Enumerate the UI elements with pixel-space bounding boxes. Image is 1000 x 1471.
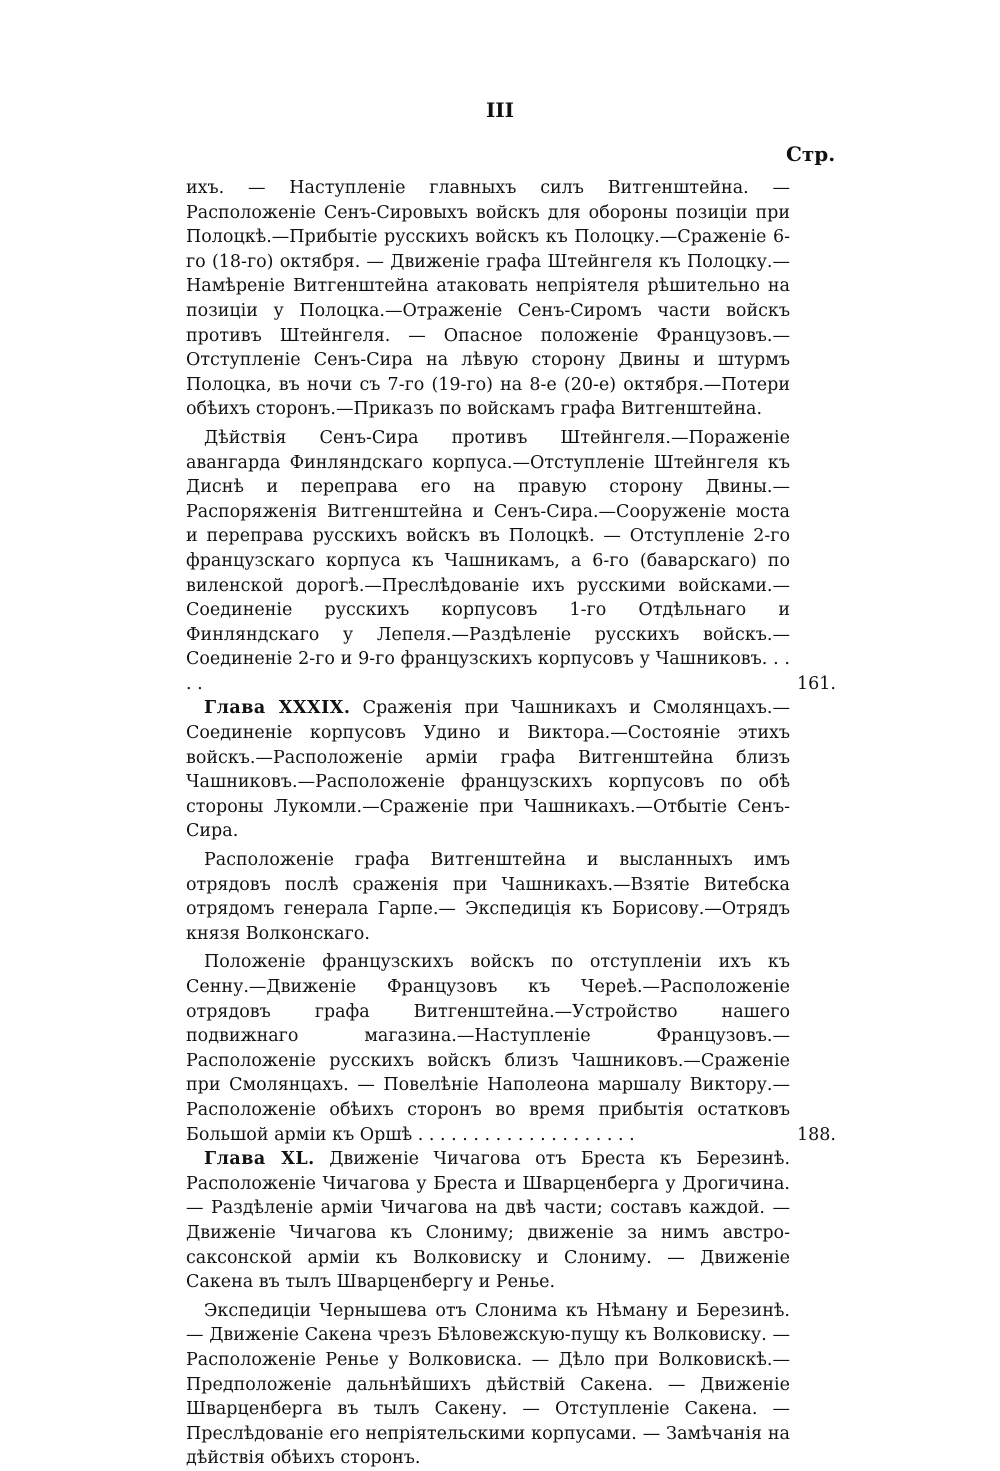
- toc-page-ref: 188.: [797, 1124, 836, 1145]
- toc-paragraph: Дѣйствія Сенъ-Сира противъ Штейнгеля.—Пораженіе авангарда Финляндскаго корпуса.—Отступленіе Штейнгеля къ Диснѣ и переправа его на правую сторону Двины.—Распоряженія Витгенштейна и Сенъ-Сира.—Сооруженіе моста и переправа русскихъ войскъ въ Полоцкѣ. — Отступленіе 2-го французскаго корпуса къ Чашникамъ, а 6-го (баварскаго) по виленской дорогѣ.—Преслѣдованіе ихъ русскими войсками.—Соединеніе русскихъ корпусовъ 1-го Отдѣльнаго и Финляндскаго у Лепеля.—Раздѣленіе русскихъ войскъ.—Соединеніе 2-го и 9-го французскихъ корпусовъ у Чашниковъ. . . . .: [186, 427, 790, 694]
- page-column-header: Стр.: [786, 142, 836, 166]
- toc-paragraph: Экспедиціи Чернышева отъ Слонима къ Нѣману и Березинѣ. — Движеніе Сакена чрезъ Бѣловежскую-пущу къ Волковиску. — Расположеніе Ренье у Волковиска. — Дѣло при Волковискѣ.—Предположеніе дальнѣйшихъ дѣйствій Сакена. — Движеніе Шварценберга въ тылъ Сакену. — Отступленіе Сакена. — Преслѣдованіе его непріятельскими корпусами. — Замѣчанія на дѣйствія обѣихъ сторонъ.: [186, 1300, 790, 1469]
- toc-paragraph: Сраженія при Чашникахъ и Смолянцахъ.—Соединеніе корпусовъ Удино и Виктора.—Состояніе этихъ войскъ.—Расположеніе арміи графа Витгенштейна близъ Чашниковъ.—Расположеніе французскихъ корпусовъ по обѣ стороны Лукомли.—Сраженіе при Чашникахъ.—Отбытіе Сенъ-Сира.: [186, 698, 790, 842]
- toc-paragraph: Положеніе французскихъ войскъ по отступленіи ихъ къ Сенну.—Движеніе Французовъ къ Череѣ.—Расположеніе отрядовъ графа Витгенштейна.—Устройство нашего подвижнаго магазина.—Наступленіе Французовъ.—Расположеніе русскихъ войскъ близъ Чашниковъ.—Сраженіе при Смолянцахъ. — Повелѣніе Наполеона маршалу Виктору.—Расположеніе обѣихъ сторонъ во время прибытія остатковъ Большой арміи къ Оршѣ . . . . . . . . . . . . . . . . . . . .: [186, 952, 790, 1145]
- toc-entry-chapter-40: [186, 1147, 790, 1471]
- toc-paragraph: Движеніе Чичагова отъ Бреста къ Березинѣ. Расположеніе Чичагова у Бреста и Шварценберга у Дрогичина. — Раздѣленіе арміи Чичагова на двѣ части; составъ каждой. — Движеніе Чичагова къ Слониму; движеніе за нимъ австро-саксонской арміи къ Волковиску и Слониму. — Движеніе Сакена въ тылъ Шварценбергу и Ренье.: [186, 1149, 791, 1293]
- chapter-label: Глава XXXIX.: [204, 698, 351, 719]
- toc-entry-continuation: [186, 176, 836, 696]
- chapter-label: Глава XL.: [204, 1149, 315, 1170]
- toc-paragraph: Расположеніе графа Витгенштейна и высланныхъ имъ отрядовъ послѣ сраженія при Чашникахъ.—Взятіе Витебска отрядомъ генерала Гарпе.— Экспедиція къ Борисову.—Отрядъ князя Волконскаго.: [186, 850, 790, 944]
- toc-paragraph: ихъ. — Наступленіе главныхъ силъ Витгенштейна. — Расположеніе Сенъ-Сировыхъ войскъ для обороны позиціи при Полоцкѣ.—Прибытіе русскихъ войскъ къ Полоцку.—Сраженіе 6-го (18-го) октября. — Движеніе графа Штейнгеля къ Полоцку.—Намѣреніе Витгенштейна атаковать непріятеля рѣшительно на позиціи у Полоцка.—Отраженіе Сенъ-Сиромъ части войскъ противъ Штейнгеля. — Опасное положеніе Французовъ.—Отступленіе Сенъ-Сира на лѣвую сторону Двины и штурмъ Полоцка, въ ночи съ 7-го (19-го) на 8-е (20-е) октября.—Потери обѣихъ сторонъ.—Приказъ по войскамъ графа Витгенштейна.: [186, 178, 790, 420]
- toc-page-ref: 161.: [797, 673, 836, 694]
- page-number: III: [485, 98, 515, 122]
- toc-entry-chapter-39: [186, 696, 836, 1147]
- table-of-contents: [186, 176, 836, 1471]
